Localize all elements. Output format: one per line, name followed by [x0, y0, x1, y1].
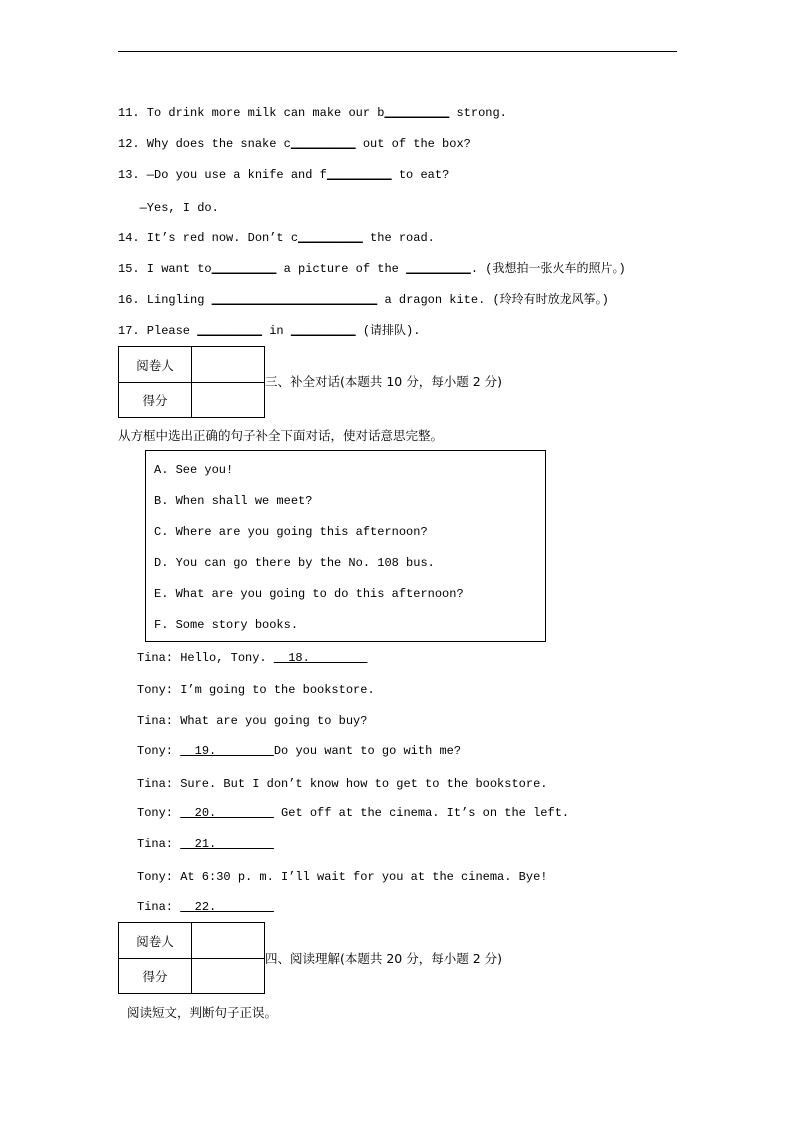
dialogue-line: [137, 806, 569, 820]
options-box: [145, 450, 546, 642]
answer-blank[interactable]: _______________________: [211, 293, 378, 307]
score-cell: [191, 958, 264, 993]
option-item: F. Some story books.: [154, 618, 299, 632]
line-text: (请排队).: [355, 324, 421, 338]
answer-blank[interactable]: 22.: [180, 900, 274, 914]
section3-heading: 三、补全对话(本题共 10 分，每小题 2 分): [265, 374, 503, 389]
line-text: —Yes, I do.: [118, 201, 219, 215]
line-text: 17. Please: [118, 324, 198, 338]
answer-blank[interactable]: _________: [326, 168, 392, 182]
line-text: . (我想拍一张火车的照片。): [470, 262, 626, 276]
line-text: Tony: At 6:30 p. m. I’ll wait for you at the cinema. Bye!: [137, 870, 548, 884]
line-text: Do you want to go with me?: [273, 744, 462, 758]
answer-blank[interactable]: _________: [384, 106, 450, 120]
answer-blank[interactable]: _________: [298, 231, 363, 245]
answer-blank[interactable]: 19.: [180, 744, 274, 758]
question-line: [118, 324, 420, 338]
option-item: B. When shall we meet?: [154, 494, 313, 508]
dialogue-line: [137, 777, 547, 791]
dialogue-line: [137, 900, 274, 914]
line-text: Tony:: [137, 744, 181, 758]
line-text: 15. I want to: [118, 262, 212, 276]
dialogue-line: [137, 837, 274, 851]
answer-blank[interactable]: _________: [290, 324, 356, 338]
answer-blank[interactable]: _________: [290, 137, 356, 151]
dialogue-line: [137, 744, 461, 758]
question-line: [118, 293, 609, 307]
answer-blank[interactable]: _________: [197, 324, 263, 338]
answer-blank[interactable]: 21.: [180, 837, 274, 851]
question-line: [118, 231, 435, 245]
score-label: 得分: [119, 958, 192, 993]
answer-blank[interactable]: _________: [406, 262, 471, 276]
line-text: Tina: What are you going to buy?: [137, 714, 368, 728]
option-item: E. What are you going to do this afternoon?: [154, 587, 464, 601]
question-line: [118, 137, 471, 151]
line-text: 11. To drink more milk can make our b: [118, 106, 385, 120]
line-text: a dragon kite. (玲玲有时放龙风筝。): [377, 293, 609, 307]
line-text: in: [262, 324, 291, 338]
option-item: C. Where are you going this afternoon?: [154, 525, 428, 539]
line-text: 16. Lingling: [118, 293, 212, 307]
section3-instruction: 从方框中选出正确的句子补全下面对话，使对话意思完整。: [118, 428, 444, 443]
line-text: Get off at the cinema. It’s on the left.: [273, 806, 570, 820]
line-text: Tina: Hello, Tony.: [137, 651, 274, 665]
section4-instruction: 阅读短文，判断句子正误。: [127, 1005, 278, 1020]
dialogue-line: [137, 870, 547, 884]
line-text: Tony:: [137, 806, 181, 820]
dialogue-line: [137, 651, 367, 665]
line-text: 12. Why does the snake c: [118, 137, 291, 151]
line-text: out of the box?: [355, 137, 471, 151]
dialogue-line: [137, 683, 375, 697]
answer-blank[interactable]: 18.: [273, 651, 368, 665]
line-text: Tina: Sure. But I don’t know how to get to the bookstore.: [137, 777, 548, 791]
reviewer-cell: [191, 923, 264, 958]
answer-blank[interactable]: 20.: [180, 806, 274, 820]
dialogue-line: [137, 714, 367, 728]
score-cell: [191, 382, 264, 417]
question-line: [118, 106, 507, 120]
question-line: [118, 168, 449, 182]
line-text: Tony: I’m going to the bookstore.: [137, 683, 375, 697]
line-text: the road.: [362, 231, 435, 245]
score-table-3: [118, 346, 265, 418]
reviewer-label: 阅卷人: [119, 923, 192, 958]
line-text: to eat?: [391, 168, 450, 182]
line-text: strong.: [449, 106, 507, 120]
score-label: 得分: [119, 382, 192, 417]
option-item: A. See you!: [154, 463, 234, 477]
line-text: Tina:: [137, 837, 181, 851]
reviewer-cell: [191, 347, 264, 382]
answer-blank[interactable]: _________: [211, 262, 277, 276]
line-text: a picture of the: [276, 262, 407, 276]
option-item: D. You can go there by the No. 108 bus.: [154, 556, 435, 570]
line-text: 13. —Do you use a knife and f: [118, 168, 327, 182]
section4-heading: 四、阅读理解(本题共 20 分，每小题 2 分): [265, 951, 503, 966]
line-text: 14. It’s red now. Don’t c: [118, 231, 299, 245]
header-rule: [118, 51, 677, 52]
question-line: [118, 262, 626, 276]
reviewer-label: 阅卷人: [119, 347, 192, 382]
question-line: [118, 201, 219, 215]
line-text: Tina:: [137, 900, 181, 914]
score-table-4: [118, 922, 265, 994]
